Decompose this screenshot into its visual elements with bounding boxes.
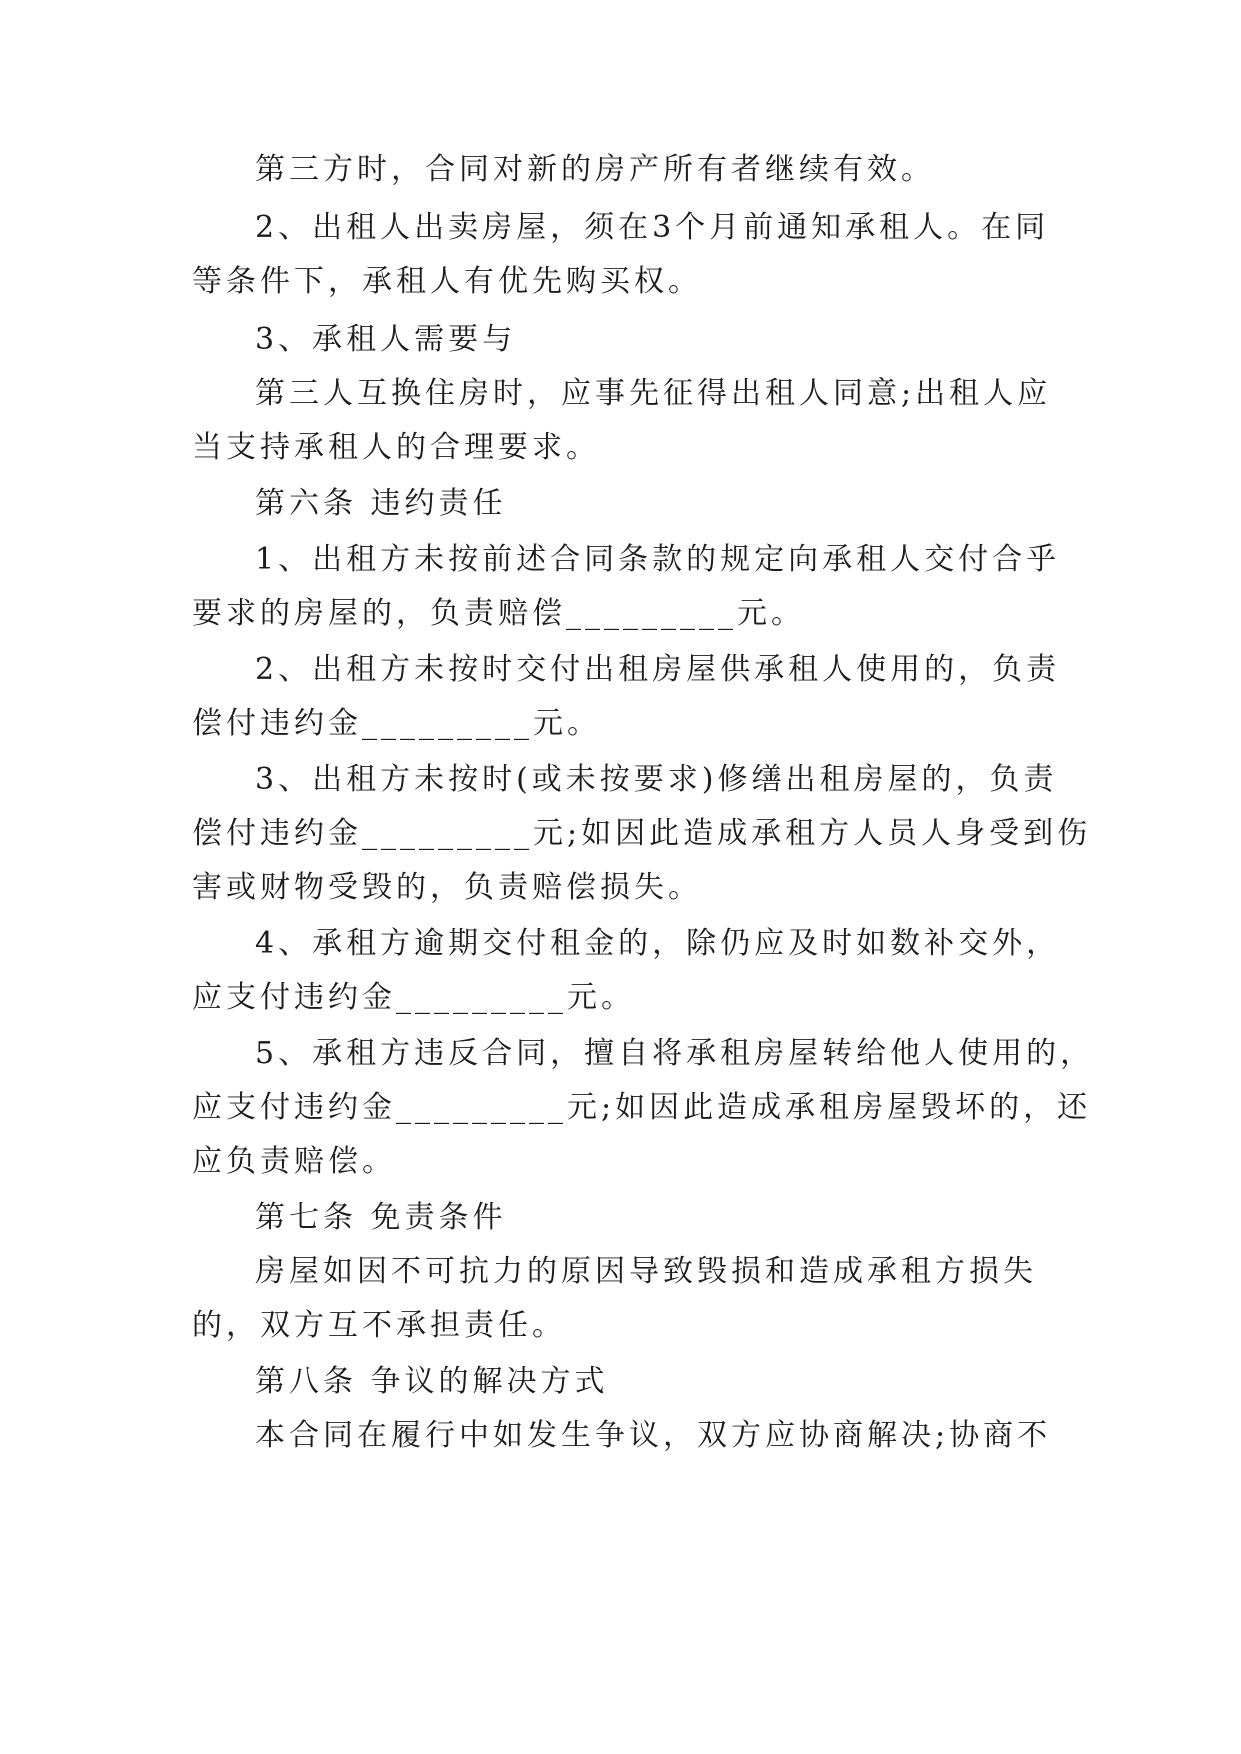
text-line: 害或财物受毁的，负责赔偿损失。: [192, 870, 702, 905]
text-line: 2、出租人出卖房屋，须在3个月前通知承租人。在同: [255, 210, 1050, 245]
text-line: 应负责赔偿。: [192, 1144, 396, 1179]
text-line: 第八条 争议的解决方式: [255, 1364, 609, 1399]
text-line: 4、承租方逾期交付租金的，除仍应及时如数补交外，: [255, 926, 1061, 961]
text-line: 的，双方互不承担责任。: [192, 1308, 566, 1343]
text-line: 第三人互换住房时，应事先征得出租人同意;出租人应: [255, 376, 1052, 411]
text-line: 第六条 违约责任: [255, 486, 507, 521]
text-line: 5、承租方违反合同，擅自将承租房屋转给他人使用的，: [255, 1036, 1095, 1071]
text-line: 要求的房屋的，负责赔偿_________元。: [192, 596, 805, 631]
text-line: 等条件下，承租人有优先购买权。: [192, 264, 702, 299]
text-line: 应支付违约金_________元。: [192, 980, 635, 1015]
text-line: 本合同在履行中如发生争议，双方应协商解决;协商不: [255, 1418, 1052, 1453]
text-line: 当支持承租人的合理要求。: [192, 430, 600, 465]
text-line: 应支付违约金_________元;如因此造成承租房屋毁坏的，还: [192, 1090, 1092, 1125]
text-line: 第三方时，合同对新的房产所有者继续有效。: [255, 152, 935, 187]
text-line: 1、出租方未按前述合同条款的规定向承租人交付合乎: [255, 542, 1061, 577]
text-line: 偿付违约金_________元。: [192, 706, 601, 741]
text-line: 第七条 免责条件: [255, 1200, 507, 1235]
text-line: 房屋如因不可抗力的原因导致毁损和造成承租方损失: [255, 1254, 1037, 1289]
text-line: 3、出租方未按时(或未按要求)修缮出租房屋的，负责: [255, 762, 1058, 797]
text-line: 2、出租方未按时交付出租房屋供承租人使用的，负责: [255, 652, 1061, 687]
text-line: 3、承租人需要与: [255, 322, 517, 357]
text-line: 偿付违约金_________元;如因此造成承租方人员人身受到伤: [192, 816, 1092, 851]
